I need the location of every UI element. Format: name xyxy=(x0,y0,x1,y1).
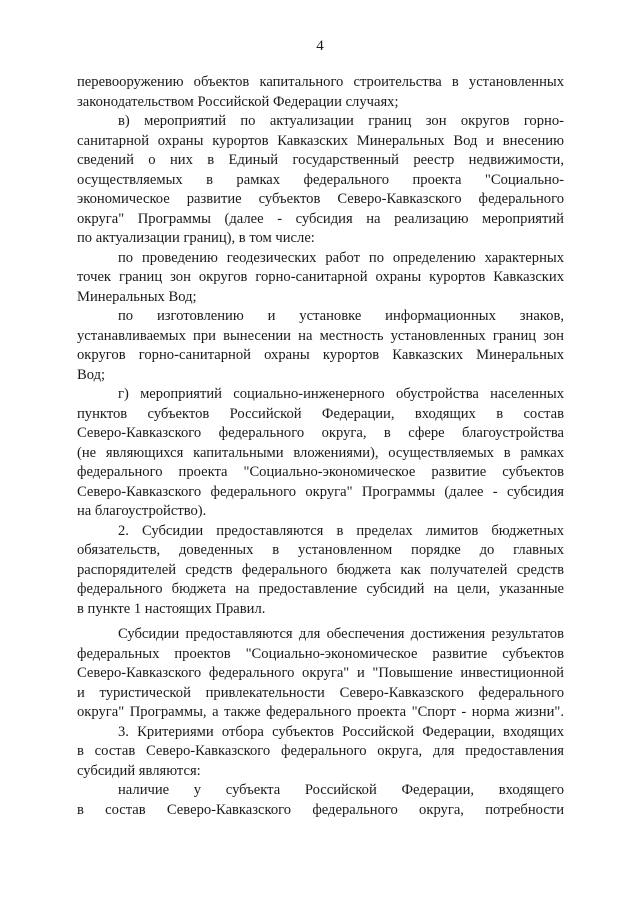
text-line: по изготовлению и установке информационных знаков, xyxy=(118,308,564,324)
text-line: федерального бюджета на предоставление субсидий на цели, указанные xyxy=(77,581,564,597)
text-line: пунктов субъектов Российской Федерации, входящих в состав xyxy=(77,405,564,422)
text-line: Минеральных Вод; xyxy=(77,288,197,305)
text-line: в состав Северо-Кавказского федерального округа, потребности xyxy=(77,801,564,818)
text-line: распорядителей средств федерального бюджета как получателей средств xyxy=(77,561,564,578)
text-line: Северо-Кавказского федерального округа" и "Повышение инвестиционной xyxy=(77,665,564,681)
text-line: на благоустройство). xyxy=(77,503,207,519)
text-line: по проведению геодезических работ по определению характерных xyxy=(118,249,564,266)
text-line: устанавливаемых при вынесении на местность установленных границ зон xyxy=(77,327,564,344)
text-line: перевооружению объектов капитального строительства в установленных xyxy=(77,74,564,90)
text-line: по актуализации границ), в том числе: xyxy=(77,230,315,246)
text-line: сведений о них в Единый государственный реестр недвижимости, xyxy=(77,152,564,168)
text-line: в пункте 1 настоящих Правил. xyxy=(77,600,266,617)
document-body xyxy=(77,73,564,820)
text-line: федеральных проектов "Социально-экономическое развитие субъектов xyxy=(77,645,564,662)
text-line: 3. Критериями отбора субъектов Российской Федерации, входящих xyxy=(118,723,564,740)
text-line: (не являющихся капитальными вложениями), осуществляемых в рамках xyxy=(77,444,564,461)
text-line: Субсидии предоставляются для обеспечения достижения результатов xyxy=(118,626,564,642)
text-line: субсидий являются: xyxy=(77,762,201,779)
text-line: Вод; xyxy=(77,366,106,383)
text-line: и туристической привлекательности Северо-Кавказского федерального xyxy=(77,684,564,701)
text-line: г) мероприятий социально-инженерного обустройства населенных xyxy=(118,386,564,402)
text-line: в состав Северо-Кавказского федерального округа, для предоставления xyxy=(77,743,564,759)
text-line: Северо-Кавказского федерального округа, в сфере благоустройства xyxy=(77,425,564,441)
text-line: в) мероприятий по актуализации границ зон округов горно- xyxy=(118,113,564,129)
text-line: точек границ зон округов горно-санитарной охраны курортов Кавказских xyxy=(77,269,564,285)
text-line: экономическое развитие субъектов Северо-Кавказского федерального xyxy=(77,191,564,207)
text-line: законодательством Российской Федерации случаях; xyxy=(77,93,399,110)
text-line: обязательств, доведенных в установленном порядке до главных xyxy=(77,542,564,558)
text-line: Северо-Кавказского федерального округа" Программы (далее - субсидия xyxy=(77,483,564,500)
text-line: округа" Программы (далее - субсидия на реализацию мероприятий xyxy=(77,210,564,227)
page-number: 4 xyxy=(316,38,324,54)
text-line: осуществляемых в рамках федерального проекта "Социально- xyxy=(77,171,564,188)
text-line: санитарной охраны курортов Кавказских Минеральных Вод и внесению xyxy=(77,132,564,149)
text-line: округов горно-санитарной охраны курортов Кавказских Минеральных xyxy=(77,347,564,363)
text-line: наличие у субъекта Российской Федерации, входящего xyxy=(118,782,564,798)
text-line: 2. Субсидии предоставляются в пределах лимитов бюджетных xyxy=(118,522,564,539)
text-line: федерального проекта "Социально-экономическое развитие субъектов xyxy=(77,464,564,480)
text-line: округа" Программы, а также федерального проекта "Спорт - норма жизни". xyxy=(77,704,564,720)
